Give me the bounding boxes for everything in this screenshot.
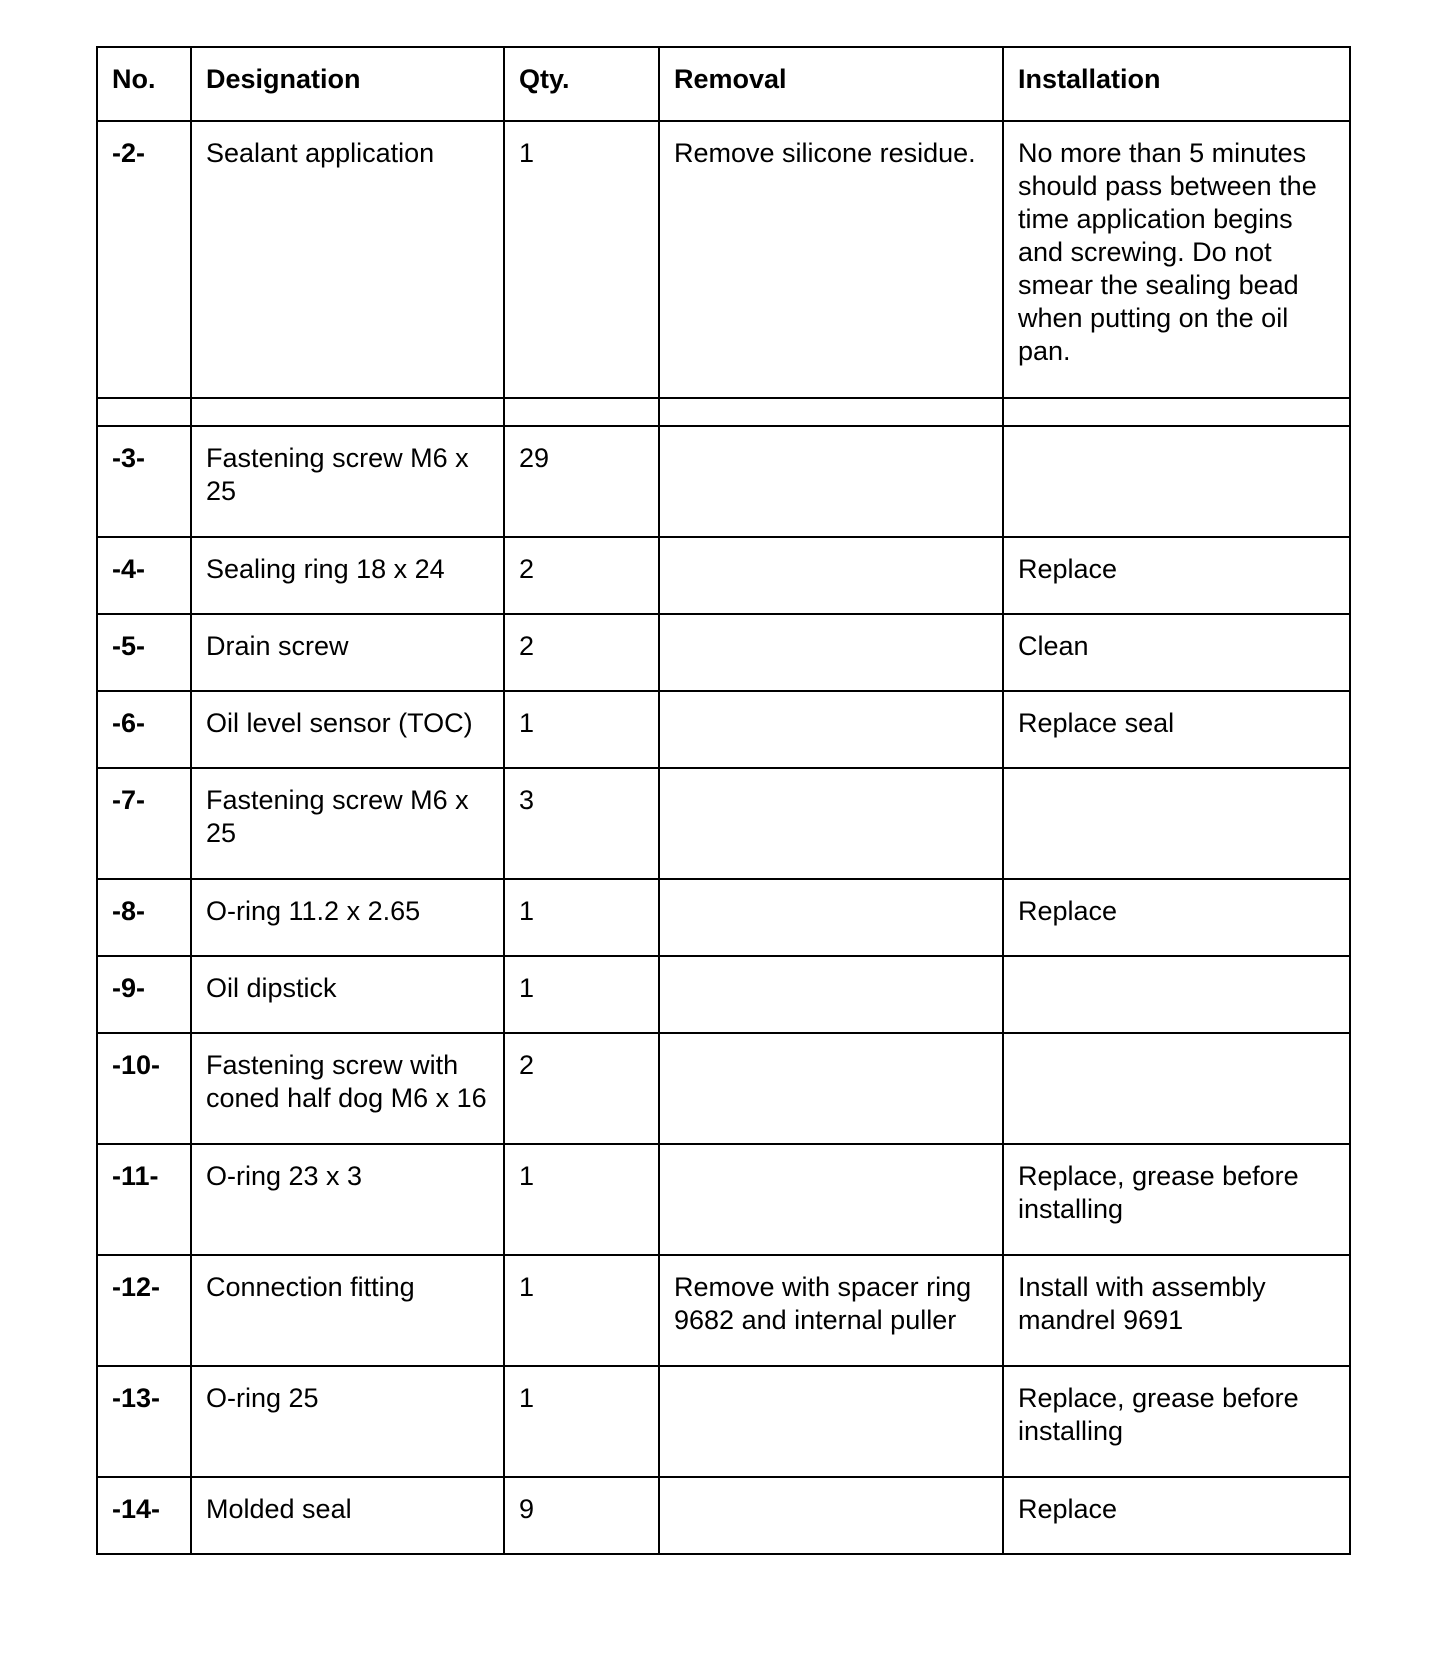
cell-qty: 29 (504, 426, 659, 537)
cell-qty: 1 (504, 691, 659, 768)
table-row (97, 1477, 1350, 1554)
cell-no (97, 398, 191, 426)
cell-removal (659, 879, 1003, 956)
cell-qty: 2 (504, 537, 659, 614)
cell-removal (659, 691, 1003, 768)
cell-no: -13- (97, 1366, 191, 1477)
cell-designation: Sealant application (191, 121, 504, 398)
cell-no: -14- (97, 1477, 191, 1554)
table-row (97, 537, 1350, 614)
cell-removal (659, 398, 1003, 426)
cell-no: -11- (97, 1144, 191, 1255)
cell-removal (659, 1033, 1003, 1144)
cell-qty: 1 (504, 1366, 659, 1477)
cell-qty: 1 (504, 879, 659, 956)
table-row (97, 691, 1350, 768)
cell-removal: Remove silicone residue. (659, 121, 1003, 398)
cell-qty (504, 398, 659, 426)
cell-removal: Remove with spacer ring 9682 and internal puller (659, 1255, 1003, 1366)
table-header-row (97, 47, 1350, 121)
cell-designation: Fastening screw M6 x 25 (191, 426, 504, 537)
cell-qty: 2 (504, 1033, 659, 1144)
cell-installation: Replace, grease before installing (1003, 1144, 1350, 1255)
cell-designation: Fastening screw with coned half dog M6 x 16 (191, 1033, 504, 1144)
table-row (97, 426, 1350, 537)
cell-no: -12- (97, 1255, 191, 1366)
cell-no: -3- (97, 426, 191, 537)
header-removal: Removal (659, 47, 1003, 121)
cell-designation: Drain screw (191, 614, 504, 691)
cell-installation (1003, 426, 1350, 537)
parts-table (96, 46, 1351, 1555)
cell-removal (659, 1144, 1003, 1255)
table-row (97, 121, 1350, 398)
cell-designation (191, 398, 504, 426)
cell-designation: Oil level sensor (TOC) (191, 691, 504, 768)
table-row (97, 1366, 1350, 1477)
cell-qty: 3 (504, 768, 659, 879)
cell-no: -2- (97, 121, 191, 398)
cell-no: -5- (97, 614, 191, 691)
cell-qty: 2 (504, 614, 659, 691)
cell-removal (659, 1366, 1003, 1477)
cell-designation: Sealing ring 18 x 24 (191, 537, 504, 614)
cell-qty: 1 (504, 121, 659, 398)
cell-no: -8- (97, 879, 191, 956)
cell-removal (659, 1477, 1003, 1554)
header-qty: Qty. (504, 47, 659, 121)
table-row (97, 1255, 1350, 1366)
cell-installation: Clean (1003, 614, 1350, 691)
cell-designation: Connection fitting (191, 1255, 504, 1366)
header-designation: Designation (191, 47, 504, 121)
cell-installation: Replace (1003, 537, 1350, 614)
cell-installation (1003, 398, 1350, 426)
cell-no: -9- (97, 956, 191, 1033)
cell-qty: 1 (504, 1144, 659, 1255)
cell-removal (659, 768, 1003, 879)
header-no: No. (97, 47, 191, 121)
cell-removal (659, 426, 1003, 537)
cell-no: -7- (97, 768, 191, 879)
table-row-empty (97, 398, 1350, 426)
cell-installation: Replace seal (1003, 691, 1350, 768)
table-row (97, 879, 1350, 956)
table-row (97, 768, 1350, 879)
table-row (97, 614, 1350, 691)
cell-installation: Replace, grease before installing (1003, 1366, 1350, 1477)
cell-designation: O-ring 23 x 3 (191, 1144, 504, 1255)
table-row (97, 1144, 1350, 1255)
table-row (97, 956, 1350, 1033)
cell-no: -10- (97, 1033, 191, 1144)
cell-no: -4- (97, 537, 191, 614)
cell-installation (1003, 768, 1350, 879)
cell-qty: 1 (504, 956, 659, 1033)
header-installation: Installation (1003, 47, 1350, 121)
cell-installation (1003, 956, 1350, 1033)
cell-designation: O-ring 11.2 x 2.65 (191, 879, 504, 956)
cell-installation: Replace (1003, 879, 1350, 956)
cell-installation: Install with assembly mandrel 9691 (1003, 1255, 1350, 1366)
cell-designation: Molded seal (191, 1477, 504, 1554)
cell-removal (659, 614, 1003, 691)
table-row (97, 1033, 1350, 1144)
cell-qty: 1 (504, 1255, 659, 1366)
cell-installation: No more than 5 minutes should pass between the time application begins and screwing. Do not smear the sealing bead when putting on the oil pan. (1003, 121, 1350, 398)
cell-removal (659, 537, 1003, 614)
cell-installation: Replace (1003, 1477, 1350, 1554)
cell-no: -6- (97, 691, 191, 768)
cell-installation (1003, 1033, 1350, 1144)
cell-designation: O-ring 25 (191, 1366, 504, 1477)
cell-qty: 9 (504, 1477, 659, 1554)
cell-designation: Fastening screw M6 x 25 (191, 768, 504, 879)
cell-removal (659, 956, 1003, 1033)
cell-designation: Oil dipstick (191, 956, 504, 1033)
